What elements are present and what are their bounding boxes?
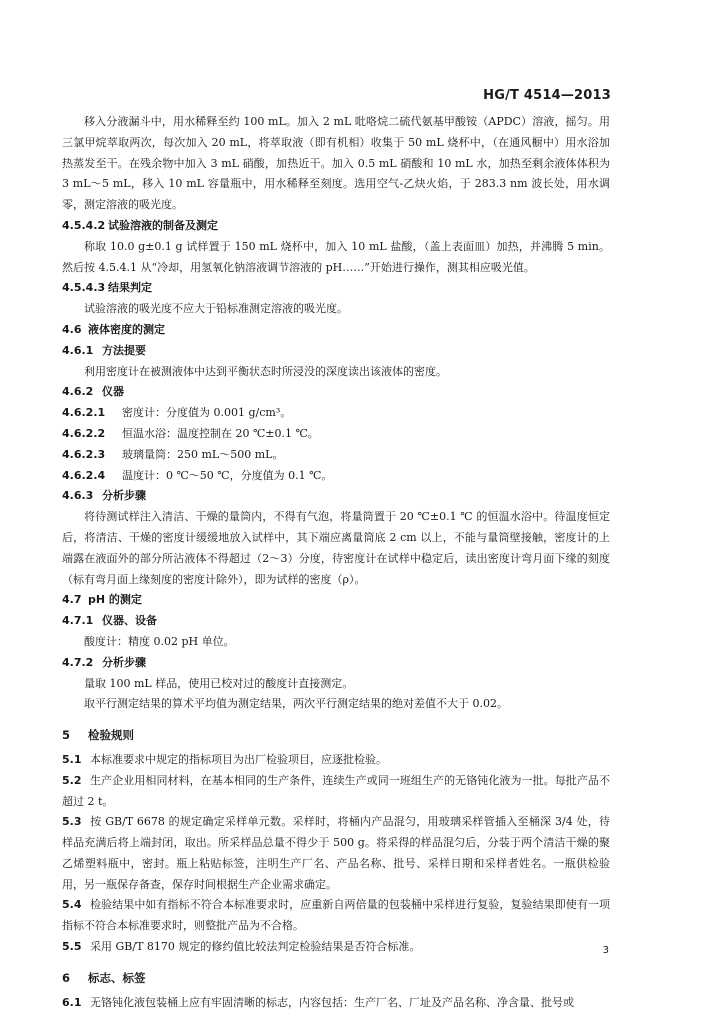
paragraph-4542: 称取 10.0 g±0.1 g 试样置于 150 mL 烧杯中，加入 10 mL 盐酸，（盖上表面皿）加热，并沸腾 5 min。然后按 4.5.4.1 从“冷却，用氢氧化钠溶液调节溶液的 pH……”开始进行操作，测其相应吸光值。	[62, 239, 610, 274]
heading-461: 4.6.1 方法提要	[62, 343, 146, 357]
clause-55: 5.5 采用 GB/T 8170 规定的修约值比较法判定检验结果是否符合标准。	[62, 940, 421, 954]
heading-46: 4.6 液体密度的测定	[62, 322, 165, 336]
paragraph-463: 将待测试样注入清洁、干燥的量筒内，不得有气泡，将量筒置于 20 ℃±0.1 ℃ 的恒温水浴中。待温度恒定后，将清洁、干燥的密度计缓缓地放入试样中，其下端应离量筒底 2 cm 以上，不能与量筒壁接触，密度计的上端露在液面外的部分所沾液体不得超过（2～3）分度，待密度计在试样中稳定后，读出密度计弯月面下缘的刻度（标有弯月面上缘刻度的密度计除外），即为试样的密度（ρ）。	[62, 510, 610, 586]
page-number: 3	[602, 945, 609, 956]
standard-code: HG/T 4514—2013	[483, 88, 611, 103]
paragraph-461: 利用密度计在被测液体中达到平衡状态时所浸没的深度读出该液体的密度。	[84, 364, 447, 378]
heading-463: 4.6.3 分析步骤	[62, 489, 146, 503]
document-body	[62, 112, 610, 1013]
clause-54: 5.4 检验结果中如有指标不符合本标准要求时，应重新自两倍量的包装桶中采样进行复验，复验结果即使有一项指标不符合本标准要求时，则整批产品为不合格。	[62, 898, 610, 933]
clause-53: 5.3 按 GB/T 6678 的规定确定采样单元数。采样时，将桶内产品混匀，用玻璃采样管插入至桶深 3/4 处，待样品充满后将上端封闭，取出。所采样品总量不得少于 500 g。将采得的样品混匀后，分装于两个清洁干燥的聚乙烯塑料瓶中，密封。瓶上粘贴标签，注明生产厂名、产品名称、批号、采样日期和采样者姓名。一瓶供检验用，另一瓶保存备查，保存时间根据生产企业需求确定。	[62, 815, 610, 891]
heading-462: 4.6.2 仪器	[62, 385, 124, 399]
clause-51: 5.1 本标准要求中规定的指标项目为出厂检验项目，应逐批检验。	[62, 752, 387, 766]
heading-472: 4.7.2 分析步骤	[62, 655, 146, 669]
item-4624: 4.6.2.4 温度计：0 ℃～50 ℃，分度值为 0.1 ℃。	[62, 468, 333, 482]
paragraph-472-a: 量取 100 mL 样品，使用已校对过的酸度计直接测定。	[84, 676, 354, 690]
paragraph-471: 酸度计：精度 0.02 pH 单位。	[84, 634, 235, 648]
heading-47: 4.7 pH 的测定	[62, 593, 142, 607]
item-4621: 4.6.2.1 密度计：分度值为 0.001 g/cm³。	[62, 406, 292, 420]
paragraph-4541-continued: 移入分液漏斗中，用水稀释至约 100 mL。加入 2 mL 吡咯烷二硫代氨基甲酸铵（APDC）溶液，摇匀。用三氯甲烷萃取两次，每次加入 20 mL，将萃取液（即有机相）收集于 50 mL 烧杯中，（在通风橱中）用水浴加热蒸发至干。在残余物中加入 3 mL 硝酸，加热近干。加入 0.5 mL 硝酸和 10 mL 水，加热至剩余液体体积为 3 mL～5 mL，移入 10 mL 容量瓶中，用水稀释至刻度。选用空气-乙炔火焰，于 283.3 nm 波长处，用水调零，测定溶液的吸光度。	[62, 115, 610, 212]
item-4622: 4.6.2.2 恒温水浴：温度控制在 20 ℃±0.1 ℃。	[62, 426, 319, 440]
item-4623: 4.6.2.3 玻璃量筒：250 mL～500 mL。	[62, 447, 284, 461]
paragraph-4543: 试验溶液的吸光度不应大于铅标准测定溶液的吸光度。	[84, 302, 348, 316]
paragraph-472-b: 取平行测定结果的算术平均值为测定结果，两次平行测定结果的绝对差值不大于 0.02。	[84, 697, 508, 711]
heading-4542: 4.5.4.2 试验溶液的制备及测定	[62, 218, 218, 232]
heading-471: 4.7.1 仪器、设备	[62, 614, 157, 628]
heading-5: 5 检验规则	[62, 728, 134, 743]
heading-6: 6 标志、标签	[62, 970, 146, 985]
clause-61: 6.1 无铬钝化液包装桶上应有牢固清晰的标志，内容包括：生产厂名、厂址及产品名称、净含量、批号或	[62, 995, 574, 1009]
clause-52: 5.2 生产企业用相同材料，在基本相同的生产条件，连续生产或同一班组生产的无铬钝化液为一批。每批产品不超过 2 t。	[62, 773, 610, 808]
heading-4543: 4.5.4.3 结果判定	[62, 281, 152, 295]
